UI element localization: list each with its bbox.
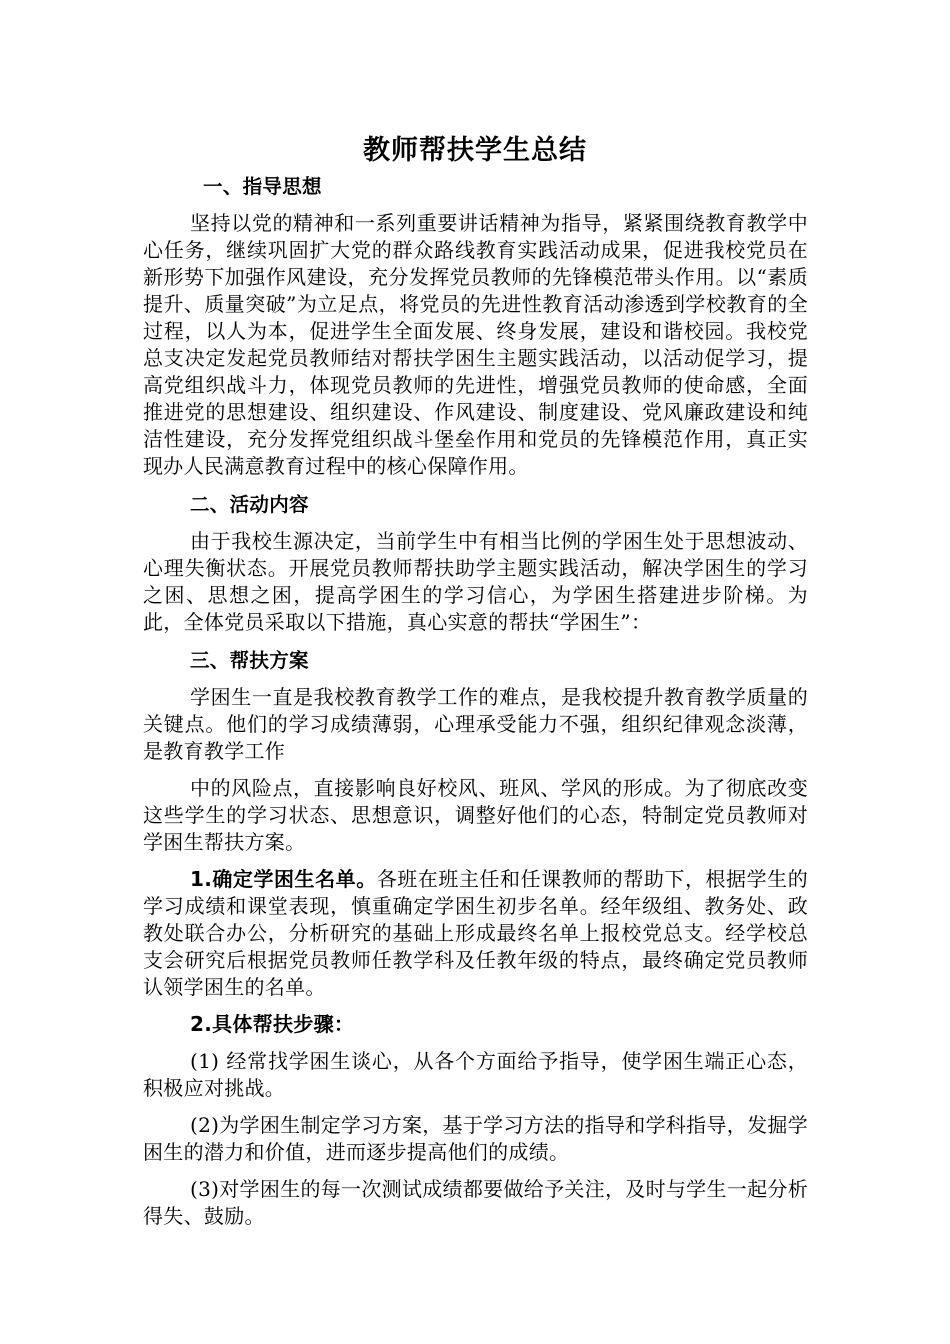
plan-item-1-text: 各班在班主任和任课教师的帮助下，根据学生的学习成绩和课堂表现，慎重确定学困生初步名单。经年级组、教务处、政教处联合办公，分析研究的基础上形成最终名单上报校党总支。经学校总支会研究后根据党员教师任教学科及任教年级的特点，最终确定党员教师认领学困生的名单。 bbox=[143, 867, 808, 999]
document-body bbox=[143, 172, 808, 1240]
plan-item-2-label: 2.具体帮扶步骤： bbox=[190, 1012, 355, 1036]
paragraph-plan-1: 学困生一直是我校教育教学工作的难点，是我校提升教育教学质量的关键点。他们的学习成绩薄弱，心理承受能力不强，组织纪律观念淡薄，是教育教学工作 bbox=[143, 685, 808, 763]
step-1: (1) 经常找学困生谈心，从各个方面给予指导，使学困生端正心态，积极应对挑战。 bbox=[143, 1049, 808, 1100]
paragraph-activity: 由于我校生源决定，当前学生中有相当比例的学困生处于思想波动、心理失衡状态。开展党员教师帮扶助学主题实践活动，解决学困生的学习之困、思想之困，提高学困生的学习信心，为学困生搭建进步阶梯。为此，全体党员采取以下措施，真心实意的帮扶“学困生”： bbox=[143, 529, 808, 634]
paragraph-guiding: 坚持以党的精神和一系列重要讲话精神为指导，紧紧围绕教育教学中心任务，继续巩固扩大党的群众路线教育实践活动成果，促进我校党员在新形势下加强作风建设，充分发挥党员教师的先锋模范带头作用。以“素质提升、质量突破”为立足点，将党员的先进性教育活动渗透到学校教育的全过程，以人为本，促进学生全面发展、终身发展，建设和谐校园。我校党总支决定发起党员教师结对帮扶学困生主题实践活动，以活动促学习，提高党组织战斗力，体现党员教师的先进性，增强党员教师的使命感，全面推进党的思想建设、组织建设、作风建设、制度建设、党风廉政建设和纯洁性建设，充分发挥党组织战斗堡垒作用和党员的先锋模范作用，真正实现办人民满意教育过程中的核心保障作用。 bbox=[143, 211, 808, 478]
section-heading-guiding: 一、指导思想 bbox=[203, 175, 322, 198]
plan-item-2 bbox=[143, 1011, 808, 1038]
step-3: (3)对学困生的每一次测试成绩都要做给予关注，及时与学生一起分析得失、鼓励。 bbox=[143, 1177, 808, 1228]
paragraph-plan-2: 中的风险点，直接影响良好校风、班风、学风的形成。为了彻底改变这些学生的学习状态、思想意识，调整好他们的心态，特制定党员教师对学困生帮扶方案。 bbox=[143, 776, 808, 854]
step-2: (2)为学困生制定学习方案，基于学习方法的指导和学科指导，发掘学困生的潜力和价值，进而逐步提高他们的成绩。 bbox=[143, 1113, 808, 1164]
section-heading-plan: 三、帮扶方案 bbox=[190, 649, 309, 672]
plan-item-1 bbox=[143, 866, 808, 1001]
plan-item-1-label: 1.确定学困生名单。 bbox=[190, 867, 377, 891]
document-title: 教师帮扶学生总结 bbox=[363, 135, 587, 166]
section-heading-activity: 二、活动内容 bbox=[190, 493, 309, 516]
